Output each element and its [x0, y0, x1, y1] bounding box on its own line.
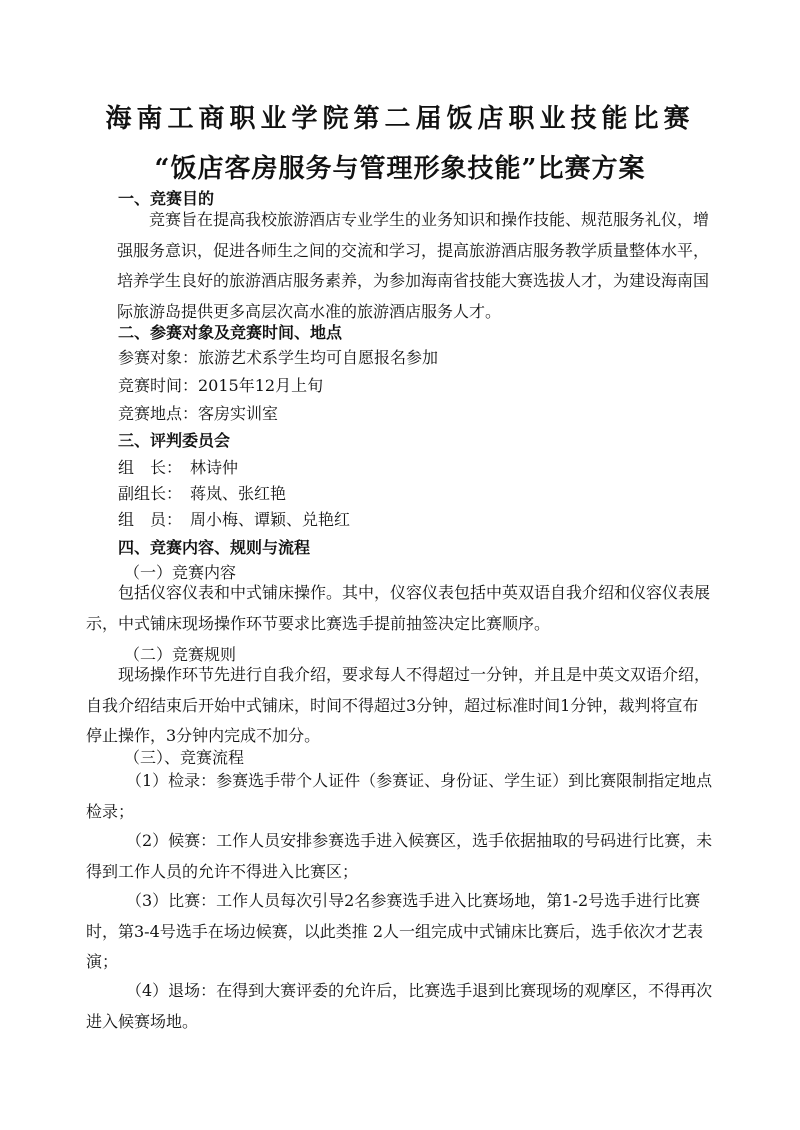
participants-target: 参赛对象：旅游艺术系学生均可自愿报名参加: [118, 348, 439, 367]
committee-members: [118, 507, 350, 530]
content-paragraph: 包括仪容仪表和中式铺床操作。其中，仪容仪表包括中英双语自我介绍和仪容仪表展示，中式铺床现场操作环节要求比赛选手提前抽签决定比赛顺序。: [86, 583, 711, 633]
subsection-content: （一）竞赛内容: [124, 563, 237, 582]
section-heading-content: 四、竞赛内容、规则与流程: [118, 538, 311, 557]
committee-members-label: 组 员：: [118, 510, 183, 529]
subsection-process: （三）、竞赛流程: [124, 748, 245, 767]
committee-members-value: 周小梅、谭颖、兑艳红: [190, 510, 351, 529]
process-step-1: （1）检录：参赛选手带个人证件（参赛证、身份证、学生证）到比赛限制指定地点检录；: [86, 771, 713, 821]
committee-deputy-label: 副组长：: [118, 484, 183, 503]
section-heading-participants: 二、参赛对象及竞赛时间、地点: [118, 323, 343, 342]
competition-place: 竞赛地点：客房实训室: [118, 404, 279, 423]
section-heading-committee: 三、评判委员会: [118, 431, 231, 450]
committee-leader: [118, 455, 238, 478]
subsection-rules: （二）竞赛规则: [124, 645, 237, 664]
process-step-4: （4）退场：在得到大赛评委的允许后，比赛选手退到比赛现场的观摩区，不得再次进入候赛场地。: [86, 981, 713, 1031]
committee-leader-value: 林诗仲: [190, 458, 239, 477]
purpose-paragraph: 竞赛旨在提高我校旅游酒店专业学生的业务知识和操作技能、规范服务礼仪，增强服务意识，促进各师生之间的交流和学习，提高旅游酒店服务教学质量整体水平，培养学生良好的旅游酒店服务素养，为参加海南省技能大赛选拔人才，为建设海南国际旅游岛提供更多高层次高水准的旅游酒店服务人才。: [117, 210, 710, 321]
document-title-line1: 海南工商职业学院第二届饭店职业技能比赛: [105, 104, 695, 134]
committee-deputy: [118, 481, 286, 504]
process-step-2: （2）候赛：工作人员安排参赛选手进入候赛区，选手依据抽取的号码进行比赛，未得到工作人员的允许不得进入比赛区；: [86, 831, 713, 881]
committee-leader-label: 组 长：: [118, 458, 183, 477]
committee-deputy-value: 蒋岚、张红艳: [190, 484, 287, 503]
section-heading-purpose: 一、竞赛目的: [118, 189, 215, 208]
process-step-3: （3）比赛：工作人员每次引导2名参赛选手进入比赛场地，第1-2号选手进行比赛时，第3-4号选手在场边候赛，以此类推 2人一组完成中式铺床比赛后，选手依次才艺表演；: [86, 891, 704, 971]
competition-time: 竞赛时间：2015年12月上旬: [118, 376, 324, 395]
document-title-line2: “饭店客房服务与管理形象技能”比赛方案: [154, 154, 646, 184]
rules-paragraph: 现场操作环节先进行自我介绍，要求每人不得超过一分钟，并且是中英文双语介绍，自我介绍结束后开始中式铺床，时间不得超过3分钟，超过标准时间1分钟，裁判将宣布停止操作，3分钟内完成不加分。: [86, 665, 711, 745]
